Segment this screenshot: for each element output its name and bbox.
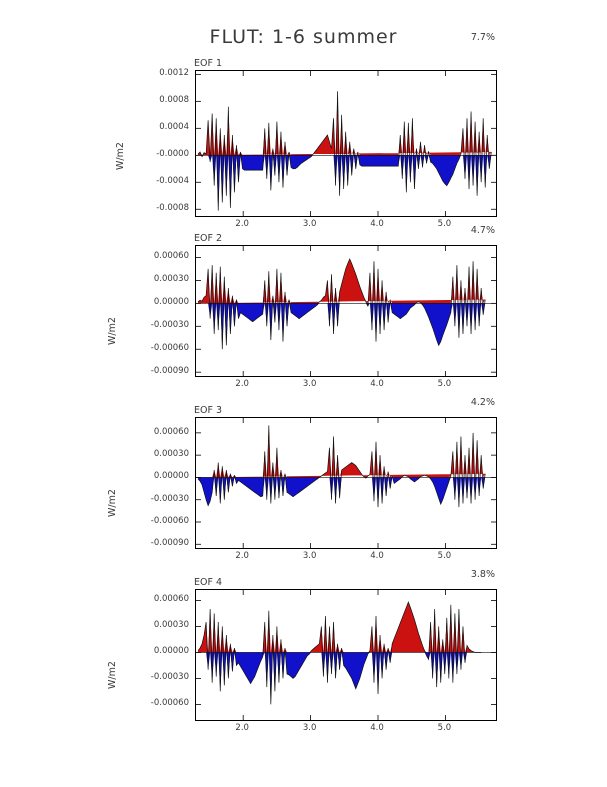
x-tick-label: 3.0 bbox=[302, 551, 317, 561]
x-tick-label: 5.0 bbox=[437, 551, 452, 561]
panel-3-label: EOF 3 bbox=[194, 405, 223, 416]
y-tick-label: 0.0012 bbox=[159, 68, 189, 79]
x-tick-label: 2.0 bbox=[235, 723, 249, 733]
panel-3-plot-area[interactable] bbox=[195, 417, 497, 549]
y-tick-label: -0.0008 bbox=[156, 203, 189, 214]
panel-4-ylabel: W/m2 bbox=[107, 661, 118, 689]
panel-1-label: EOF 1 bbox=[194, 58, 223, 69]
x-tick-label: 2.0 bbox=[235, 551, 249, 561]
panel-3-ylabel: W/m2 bbox=[107, 489, 118, 517]
panel-4-variance: 3.8% bbox=[470, 569, 495, 580]
y-tick-label: -0.0000 bbox=[156, 149, 189, 160]
panel-4-series bbox=[196, 590, 496, 720]
x-tick-label: 5.0 bbox=[437, 723, 452, 733]
panel-3-variance: 4.2% bbox=[470, 397, 495, 408]
panel-4-plot-area[interactable] bbox=[195, 589, 497, 721]
panel-1-series bbox=[196, 71, 496, 216]
y-tick-label: -0.00090 bbox=[150, 366, 189, 377]
y-tick-label: 0.00000 bbox=[153, 297, 189, 308]
y-tick-label: -0.00030 bbox=[150, 493, 189, 504]
panel-1-plot-area[interactable] bbox=[195, 70, 497, 217]
x-tick-label: 5.0 bbox=[437, 379, 452, 389]
y-tick-label: -0.00060 bbox=[150, 698, 189, 709]
y-tick-label: 0.00060 bbox=[153, 251, 189, 262]
x-tick-label: 4.0 bbox=[370, 219, 384, 229]
y-tick-label: -0.0004 bbox=[156, 176, 189, 187]
y-tick-label: 0.00030 bbox=[153, 620, 189, 631]
x-tick-label: 3.0 bbox=[302, 723, 317, 733]
x-tick-label: 3.0 bbox=[302, 379, 317, 389]
y-tick-label: 0.00000 bbox=[153, 646, 189, 657]
panel-1-variance: 7.7% bbox=[470, 32, 495, 43]
panel-2-label: EOF 2 bbox=[194, 233, 223, 244]
x-tick-label: 4.0 bbox=[370, 379, 384, 389]
y-tick-label: -0.00030 bbox=[150, 320, 189, 331]
x-tick-label: 5.0 bbox=[437, 219, 452, 229]
x-tick-label: 2.0 bbox=[235, 219, 249, 229]
panel-4-label: EOF 4 bbox=[194, 577, 223, 588]
y-tick-label: 0.00030 bbox=[153, 274, 189, 285]
panel-2-variance: 4.7% bbox=[470, 225, 495, 236]
x-tick-label: 4.0 bbox=[370, 551, 384, 561]
y-tick-label: 0.00060 bbox=[153, 426, 189, 437]
x-tick-label: 2.0 bbox=[235, 379, 249, 389]
y-tick-label: -0.00030 bbox=[150, 672, 189, 683]
panel-3-series bbox=[196, 418, 496, 548]
figure-title: FLUT: 1-6 summer bbox=[209, 26, 398, 48]
y-tick-label: -0.00060 bbox=[150, 516, 189, 526]
panel-1-ylabel: W/m2 bbox=[115, 142, 126, 170]
y-tick-label: -0.00090 bbox=[150, 538, 189, 549]
y-tick-label: 0.0008 bbox=[159, 95, 189, 106]
panel-2-plot-area[interactable] bbox=[195, 245, 497, 377]
y-tick-label: 0.00060 bbox=[153, 594, 189, 605]
x-tick-label: 3.0 bbox=[302, 219, 317, 229]
y-tick-label: -0.00060 bbox=[150, 343, 189, 354]
y-tick-label: 0.0004 bbox=[159, 122, 189, 133]
panel-2-ylabel: W/m2 bbox=[107, 317, 118, 345]
x-tick-label: 4.0 bbox=[370, 723, 384, 733]
y-tick-label: 0.00000 bbox=[153, 471, 189, 482]
y-tick-label: 0.00030 bbox=[153, 449, 189, 460]
panel-2-series bbox=[196, 246, 496, 376]
